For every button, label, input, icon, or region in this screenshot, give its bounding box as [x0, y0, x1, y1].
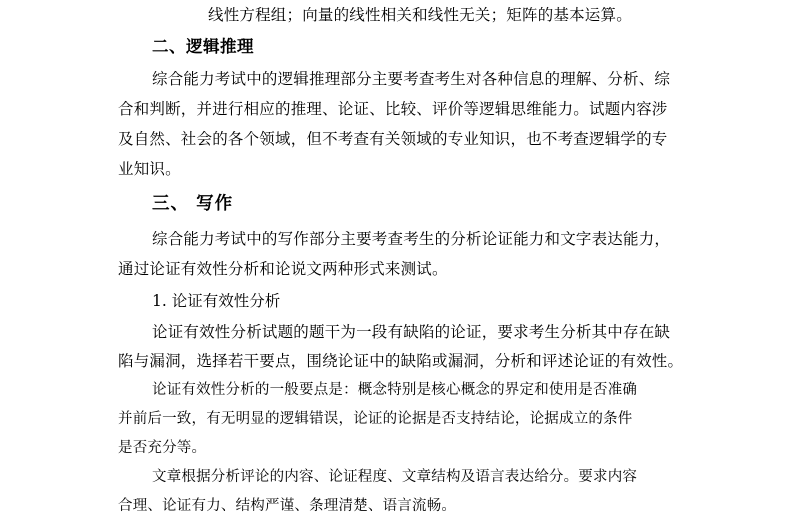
paragraph-line: 论证有效性分析的一般要点是：概念特别是核心概念的界定和使用是否准确 — [152, 382, 638, 398]
paragraph-line: 并前后一致，有无明显的逻辑错误，论证的论据是否支持结论，论据成立的条件 — [118, 411, 633, 427]
paragraph-line: 合和判断，并进行相应的推理、论证、比较、评价等逻辑思维能力。试题内容涉 — [118, 100, 668, 118]
paragraph-line: 通过论证有效性分析和论说文两种形式来测试。 — [118, 260, 448, 278]
paragraph-line: 文章根据分析评论的内容、论证程度、文章结构及语言表达给分。要求内容 — [152, 469, 638, 485]
paragraph-line: 综合能力考试中的逻辑推理部分主要考查考生对各种信息的理解、分析、综 — [152, 70, 671, 88]
paragraph-line: 陷与漏洞，选择若干要点，围绕论证中的缺陷或漏洞，分析和评述论证的有效性。 — [118, 352, 684, 370]
paragraph-line: 综合能力考试中的写作部分主要考查考生的分析论证能力和文字表达能力， — [152, 230, 671, 248]
paragraph-line: 论证有效性分析试题的题干为一段有缺陷的论证，要求考生分析其中存在缺 — [152, 323, 671, 341]
section-heading-logic: 二、逻辑推理 — [152, 37, 254, 56]
paragraph-line: 业知识。 — [118, 160, 181, 178]
paragraph-line: 合理、论证有力、结构严谨、条理清楚、语言流畅。 — [118, 498, 457, 514]
section-heading-writing: 三、 写作 — [152, 194, 234, 214]
paragraph-line: 是否充分等。 — [118, 440, 207, 456]
paragraph-line: 线性方程组；向量的线性相关和线性无关；矩阵的基本运算。 — [208, 6, 632, 24]
paragraph-line: 及自然、社会的各个领域，但不考查有关领域的专业知识，也不考查逻辑学的专 — [118, 130, 668, 148]
subsection-heading-1: 1. 论证有效性分析 — [152, 292, 281, 310]
